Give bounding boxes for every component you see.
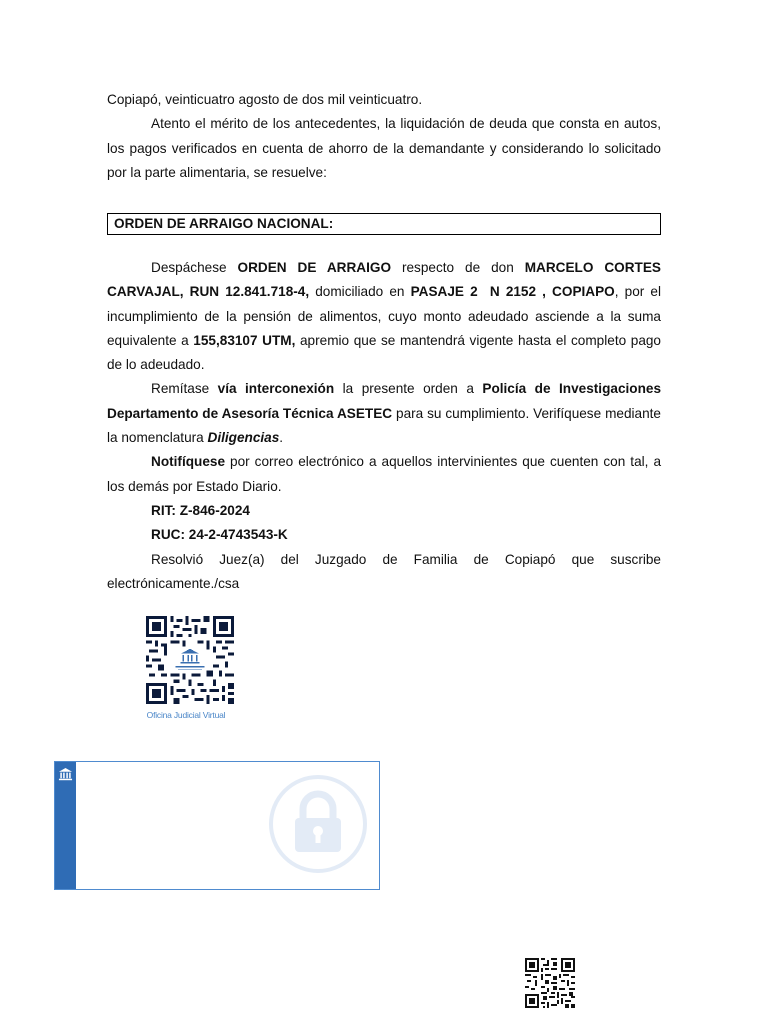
rit-line: RIT: Z-846-2024 xyxy=(151,502,250,518)
remit-text-2: la presente orden a xyxy=(334,381,483,397)
lock-icon xyxy=(268,774,368,874)
ruc-line: RUC: 24-2-4743543-K xyxy=(151,527,288,543)
order-text-3: domiciliado en xyxy=(309,284,411,300)
remit-text-4: . xyxy=(279,430,284,446)
remit-text-3: para su cumplimiento. Verifíquese mediante la nomenclatura xyxy=(107,405,665,446)
resolution-paragraph: Resolvió Juez(a) del Juzgado de Familia de Copiapó que suscribe electrónicamente./csa xyxy=(107,551,661,591)
qr-caption: Oficina Judicial Virtual xyxy=(146,710,226,720)
remit-bold-1: vía interconexión xyxy=(217,381,335,397)
order-bold-1: ORDEN DE ARRAIGO xyxy=(237,260,392,275)
order-bold-4: 155,83107 UTM, xyxy=(193,332,296,348)
remit-paragraph xyxy=(107,377,665,450)
order-bold-3: PASAJE 2 N 2152 , COPIAPO xyxy=(410,284,615,300)
notify-text: por correo electrónico a aquellos intervinientes que cuenten con tal, a los demás por Estado Diario. xyxy=(107,454,665,494)
intro-paragraph: Atento el mérito de los antecedentes, la liquidación de deuda que consta en autos, los pagos verificados en cuenta de ahorro de la demandante y considerando lo solicitado por la parte alimentaria, se resuelve: xyxy=(107,116,661,180)
small-qr-code-icon[interactable] xyxy=(525,958,575,1008)
remit-bold-italic: Diligencias xyxy=(207,430,280,446)
date-line: Copiapó, veinticuatro agosto de dos mil veinticuatro. xyxy=(107,92,423,107)
order-text-5: apremio que se mantendrá vigente hasta el completo pago de lo adeudado. xyxy=(107,332,665,373)
order-text-4: , por el incumplimiento de la pensión de alimentos, cuyo monto adeudado asciende a la suma equivalente a xyxy=(107,284,665,348)
section-heading: ORDEN DE ARRAIGO NACIONAL: xyxy=(107,213,661,235)
signature-box xyxy=(54,761,380,890)
remit-text-1: Remítase xyxy=(151,381,218,397)
order-section xyxy=(107,256,665,596)
signature-stripe xyxy=(55,762,76,889)
remit-bold-2: Policía de Investigaciones Departamento de Asesoría Técnica ASETEC xyxy=(107,381,665,421)
notify-bold: Notifíquese xyxy=(151,454,226,470)
order-text-2: respecto de don xyxy=(391,260,525,275)
notify-paragraph xyxy=(107,450,665,499)
courthouse-icon xyxy=(58,767,73,782)
opening-section xyxy=(107,88,661,185)
order-bold-2: MARCELO CORTES CARVAJAL, RUN 12.841.718-4, xyxy=(107,260,665,300)
qr-code-icon[interactable] xyxy=(146,616,234,704)
order-text-1: Despáchese xyxy=(151,260,238,275)
order-paragraph xyxy=(107,256,665,377)
